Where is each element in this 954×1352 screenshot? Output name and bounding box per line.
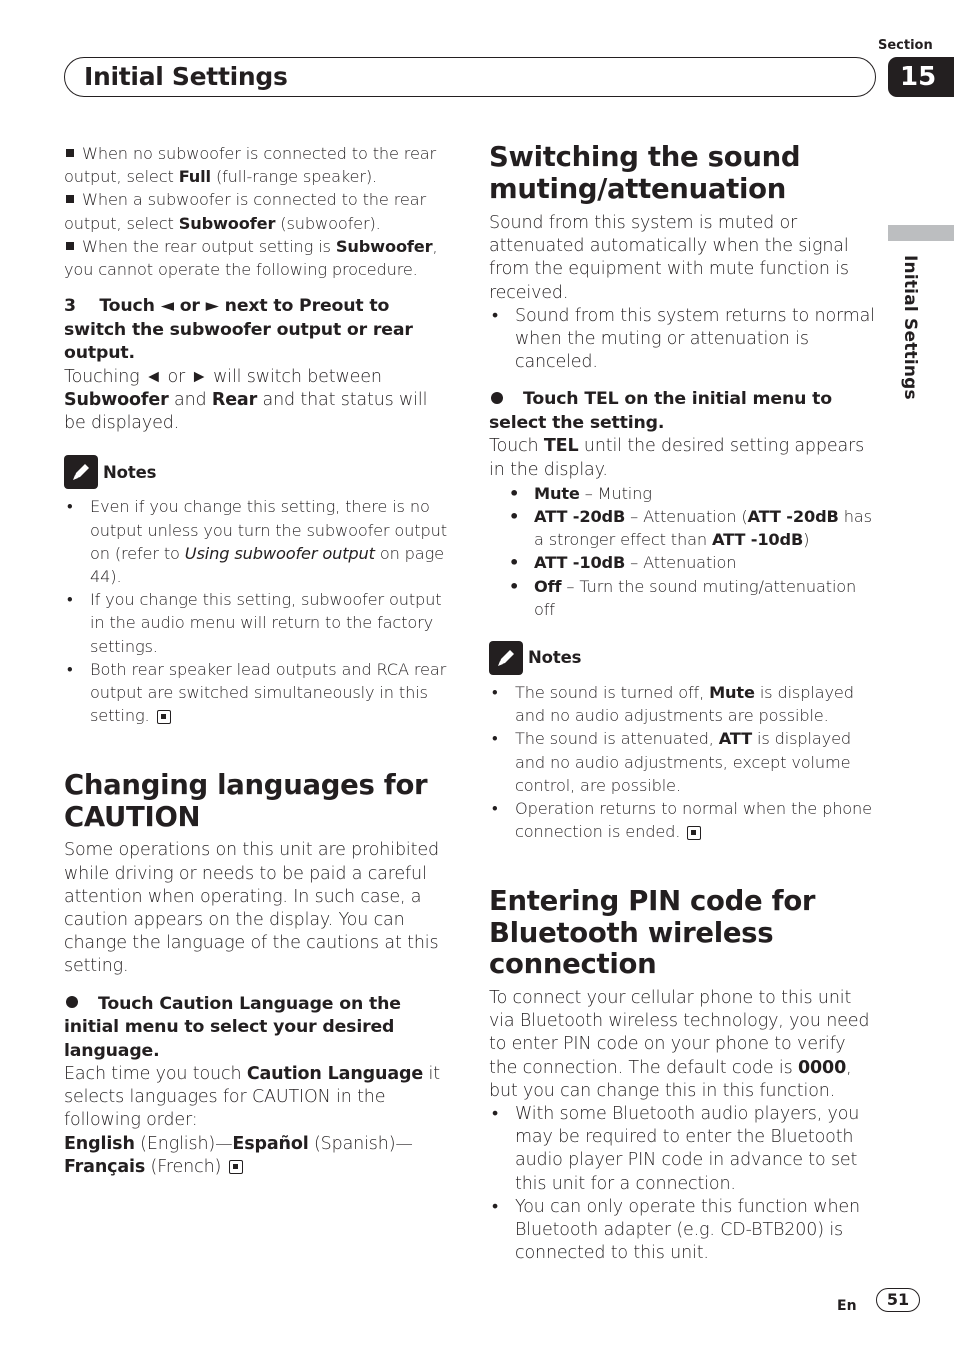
side-tab-bar <box>888 225 954 241</box>
page-title: Initial Settings <box>84 62 288 91</box>
pin-bullet: • With some Bluetooth audio players, you may be required to enter the Bluetooth audio player PIN code in advance to set this unit for a connection. <box>492 1103 860 1194</box>
end-mark-icon <box>229 1160 243 1174</box>
intro-item: When the rear output setting is Subwoofer, you cannot operate the following procedure. <box>64 236 438 280</box>
notes-header: Notes <box>64 455 449 489</box>
intro-item: When no subwoofer is connected to the rear output, select Full (full-range speaker). <box>64 144 437 187</box>
note-item: • If you change this setting, subwoofer output in the audio menu will return to the factory settings. <box>67 590 442 656</box>
square-bullet-icon <box>66 195 74 203</box>
tel-body: Touch TEL until the desired setting appears in the display. <box>489 436 865 480</box>
note-item: • Even if you change this setting, there is no output unless you turn the subwoofer output on (refer to Using subwoofer output on page 44). <box>67 497 447 586</box>
step-3-body: Touching ◄ or ► will switch between Subwoofer and Rear and that status will be displayed. <box>64 366 428 434</box>
side-tab-label: Initial Settings <box>900 255 920 400</box>
section-number: 15 <box>888 57 954 97</box>
square-bullet-icon <box>66 149 74 157</box>
caution-step: Touch Caution Language on the initial menu to select your desired language. <box>64 993 401 1061</box>
end-mark-icon <box>687 826 701 840</box>
pin-body: To connect your cellular phone to this unit via Bluetooth wireless technology, you need to enter PIN code on your phone to verify the connection. The default code is 0000, but you can change this in this function. <box>489 987 870 1101</box>
intro-item: When a subwoofer is connected to the rear output, select Subwoofer (subwoofer). <box>64 190 426 233</box>
pin-heading: Entering PIN code for Bluetooth wireless connection <box>489 885 816 981</box>
mute-bullet: • Sound from this system returns to normal when the muting or attenuation is canceled. <box>492 305 875 373</box>
mute-body: Sound from this system is muted or attenuated automatically when the signal from the equipment with mute function is received. <box>489 213 849 303</box>
notes-list <box>64 495 449 727</box>
pin-bullet: • You can only operate this function when Bluetooth adapter (e.g. CD-BTB200) is connected to this unit. <box>492 1196 860 1264</box>
pin-bullets <box>489 1103 879 1265</box>
end-mark-icon <box>157 710 171 724</box>
language-code: En <box>837 1298 857 1314</box>
left-column <box>64 142 449 1179</box>
pencil-icon <box>64 455 98 489</box>
tel-options <box>489 482 879 621</box>
intro-list <box>64 142 449 281</box>
mute-heading: Switching the sound muting/attenuation <box>489 141 801 205</box>
note-item: • Both rear speaker lead outputs and RCA rear output are switched simultaneously in this setting. <box>67 659 447 726</box>
page-number: 51 <box>876 1288 920 1312</box>
note-item: • The sound is attenuated, ATT is displayed and no audio adjustments, except volume control, are possible. <box>492 729 852 795</box>
caution-heading: Changing languages for CAUTION <box>64 769 428 833</box>
tel-option: • ATT -10dB – Attenuation <box>509 553 737 573</box>
caution-step-body: Each time you touch Caution Language it selects languages for CAUTION in the following order: <box>64 1064 440 1131</box>
tel-option: • Off – Turn the sound muting/attenuation off <box>509 576 857 619</box>
caution-body: Some operations on this unit are prohibited while driving or needs to be paid a careful attention when operating. In such case, a caution appears on the display. You can change the language of the cautions at this setting. <box>64 840 439 977</box>
round-bullet-icon <box>66 996 78 1008</box>
language-order: English (English)—Español (Spanish)—Français (French) <box>64 1133 413 1177</box>
mute-bullets <box>489 305 879 375</box>
tel-option: • ATT -20dB – Attenuation (ATT -20dB has a stronger effect than ATT -10dB) <box>509 507 872 550</box>
note-item: • Operation returns to normal when the phone connection is ended. <box>492 799 872 842</box>
tel-option: • Mute – Muting <box>509 483 652 503</box>
tel-step: Touch TEL on the initial menu to select the setting. <box>489 389 832 433</box>
step-3-heading: 3 Touch ◄ or ► next to Preout to switch the subwoofer output or rear output. <box>64 296 413 364</box>
square-bullet-icon <box>66 242 74 250</box>
notes-list <box>489 681 879 843</box>
note-item: • The sound is turned off, Mute is displayed and no audio adjustments are possible. <box>492 683 854 726</box>
section-label: Section <box>878 38 933 53</box>
notes-header: Notes <box>489 641 879 675</box>
pencil-icon <box>489 641 523 675</box>
round-bullet-icon <box>491 392 503 404</box>
right-column <box>489 142 879 1265</box>
